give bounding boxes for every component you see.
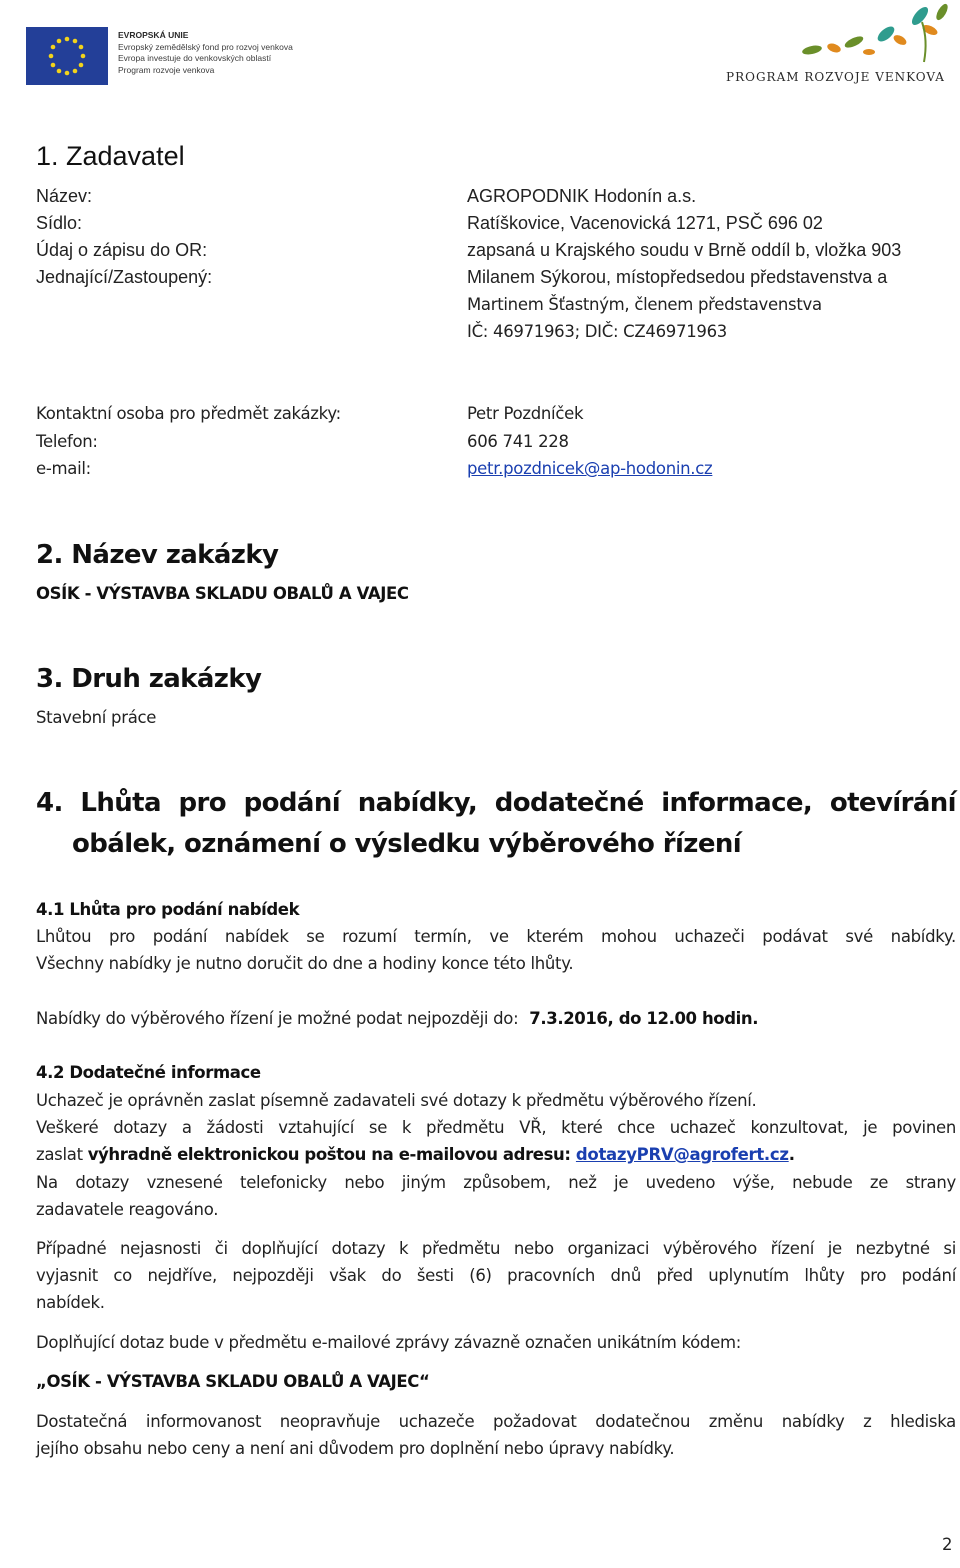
contact-label: Kontaktní osoba pro předmět zakázky: [36,404,341,423]
paragraph-line: Případné nejasnosti či doplňující dotazy k předmětu nebo organizaci výběrového řízení je nezbytné si [36,1239,956,1258]
questions-email-link[interactable]: dotazyPRV@agrofert.cz [575,1145,789,1164]
email-instruction-line [36,1145,795,1164]
contact-label: e-mail: [36,459,91,478]
page-number: 2 [942,1535,953,1554]
bold-span: výhradně elektronickou poštou na e-mailovou adresu: [87,1145,576,1164]
deadline-text: Nabídky do výběrového řízení je možné podat nejpozději do: [36,1009,524,1028]
company-ids: IČ: 46971963; DIČ: CZ46971963 [467,322,727,341]
eu-text [118,30,293,76]
contact-value: 606 741 228 [467,432,569,451]
field-value: Milanem Sýkorou, místopředsedou představenstva a [467,267,888,287]
deadline-value: 7.3.2016, do 12.00 hodin. [529,1009,759,1028]
paragraph-line: vyjasnit co nejdříve, nejpozději však do šesti (6) pracovních dnů před uplynutím lhůty pro podání [36,1266,956,1285]
field-value-cont: Martinem Šťastným, členem představenstva [467,295,822,314]
section-1-heading: 1. Zadavatel [36,141,185,171]
contact-email-link[interactable]: petr.pozdnicek@ap-hodonin.cz [467,459,713,478]
prv-label: PROGRAM ROZVOJE VENKOVA [726,70,945,84]
paragraph-line: Doplňující dotaz bude v předmětu e-mailové zprávy závazně označen unikátním kódem: [36,1333,741,1352]
field-value: zapsaná u Krajského soudu v Brně oddíl b, vložka 903 [467,240,902,260]
eu-flag-icon [26,27,108,85]
subsection-4-1-title: 4.1 Lhůta pro podání nabídek [36,900,300,919]
eu-line: EVROPSKÁ UNIE [118,30,189,40]
field-label: Jednající/Zastoupený: [36,267,213,287]
deadline-line [36,1009,758,1028]
section-2-heading: 2. Název zakázky [36,540,279,570]
field-label: Název: [36,186,93,206]
prv-leaves-icon [724,0,954,66]
contact-value: Petr Pozdníček [467,404,584,423]
paragraph-line: Veškeré dotazy a žádosti vztahující se k předmětu VŘ, které chce uchazeč konzultovat, je povinen [36,1118,956,1137]
eu-logo [26,27,344,85]
field-value: AGROPODNIK Hodonín a.s. [467,186,697,206]
field-label: Sídlo: [36,213,83,233]
text-span: zaslat [36,1145,88,1164]
contract-type: Stavební práce [36,708,157,727]
eu-line: Evropský zemědělský fond pro rozvoj venkova [118,41,293,52]
eu-line: Evropa investuje do venkovských oblastí [118,53,272,63]
field-value: Ratíškovice, Vacenovická 1271, PSČ 696 02 [467,213,823,233]
field-label: Údaj o zápisu do OR: [36,240,208,260]
paragraph-line: Všechny nabídky je nutno doručit do dne a hodiny konce této lhůty. [36,954,574,973]
unique-code: „OSÍK - VÝSTAVBA SKLADU OBALŮ A VAJEC“ [36,1372,430,1391]
paragraph-line: zadavatele reagováno. [36,1200,219,1219]
paragraph-line: Dostatečná informovanost neopravňuje uchazeče požadovat dodatečnou změnu nabídky z hlediska [36,1412,956,1431]
prv-logo [724,0,954,90]
period: . [788,1145,795,1164]
paragraph-line: nabídek. [36,1293,105,1312]
contract-name: OSÍK - VÝSTAVBA SKLADU OBALŮ A VAJEC [36,584,409,603]
section-4-heading-cont: obálek, oznámení o výsledku výběrového řízení [72,829,742,859]
section-4-heading: 4. Lhůta pro podání nabídky, dodatečné informace, otevírání [36,788,956,818]
paragraph-line: Uchazeč je oprávněn zaslat písemně zadavateli své dotazy k předmětu výběrového řízení. [36,1091,757,1110]
paragraph-line: Na dotazy vznesené telefonicky nebo jiným způsobem, než je uvedeno výše, nebude ze strany [36,1173,956,1192]
paragraph-line: jejího obsahu nebo ceny a není ani důvodem pro doplnění nebo úpravy nabídky. [36,1439,675,1458]
eu-line: Program rozvoje venkova [118,64,215,75]
contact-label: Telefon: [36,432,98,451]
paragraph-line: Lhůtou pro podání nabídek se rozumí termín, ve kterém mohou uchazeči podávat své nabídky. [36,927,956,946]
section-3-heading: 3. Druh zakázky [36,664,262,694]
subsection-4-2-title: 4.2 Dodatečné informace [36,1063,261,1082]
